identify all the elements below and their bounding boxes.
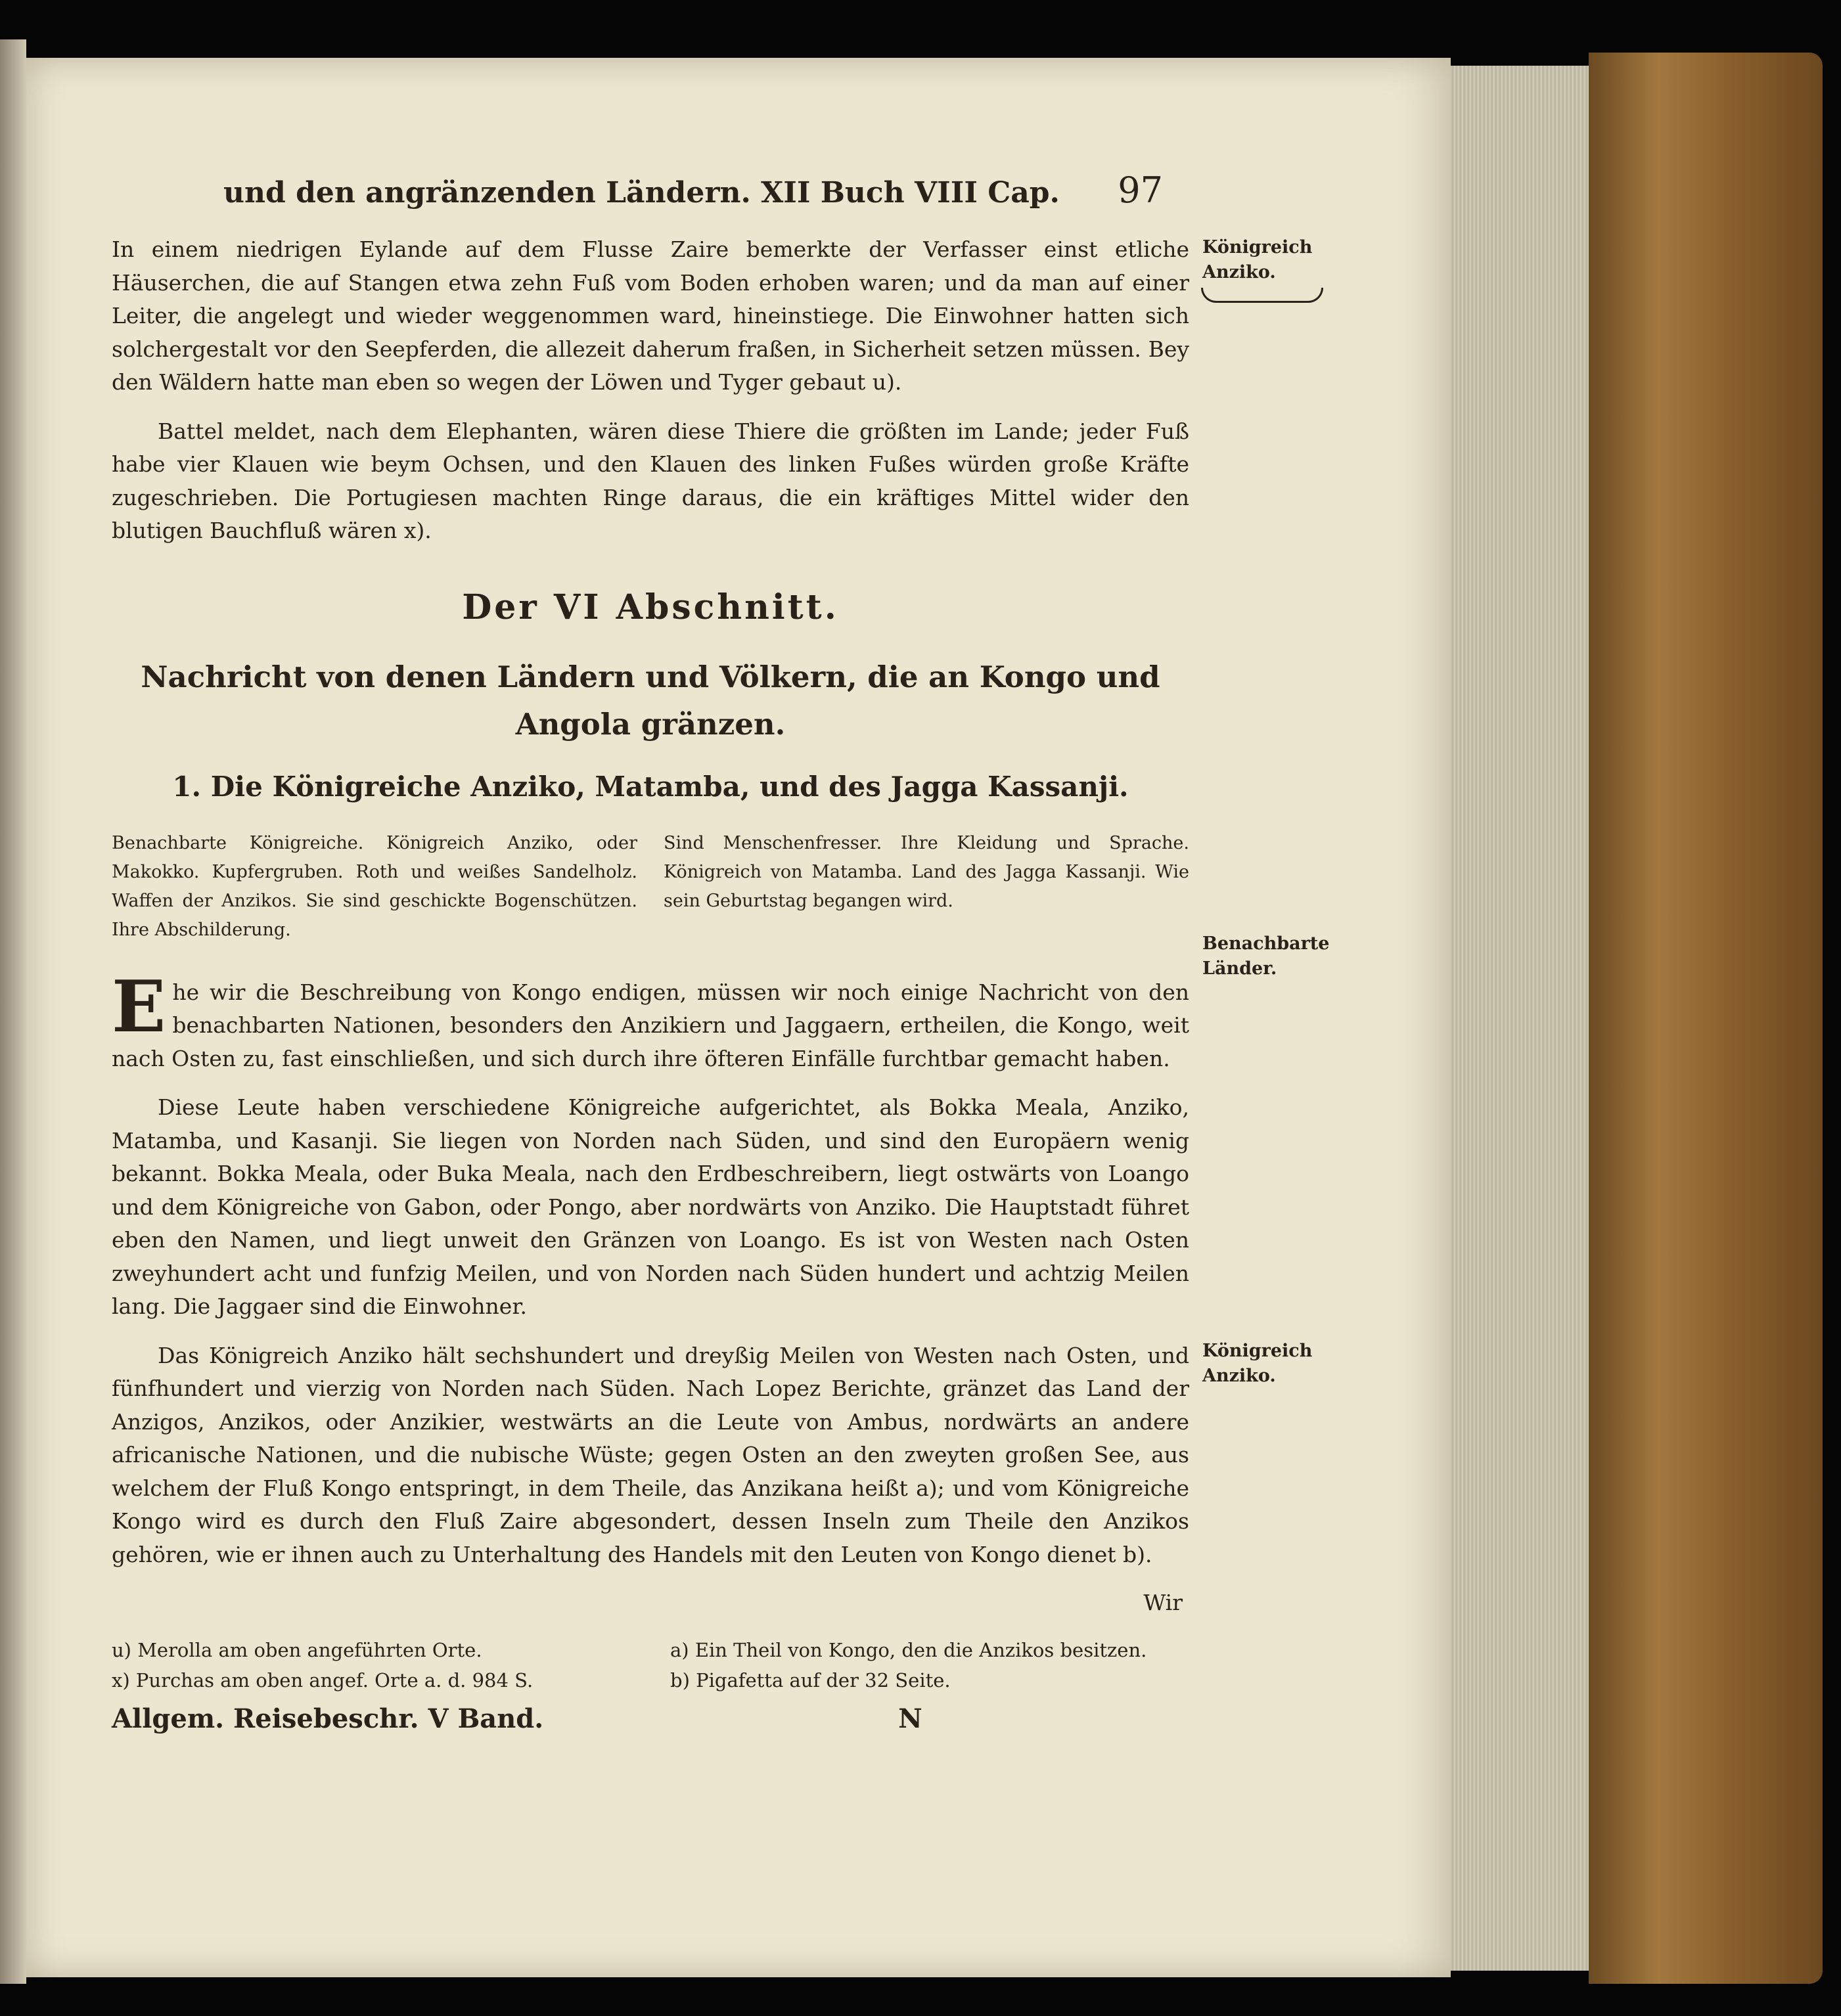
marginal-brace <box>1201 288 1323 303</box>
signature-title: Allgem. Reisebeschr. V Band. <box>112 1703 544 1734</box>
summary-right: Sind Menschenfresser. Ihre Kleidung und Sprache. Königreich von Matamba. Land des Jagga Kassanji. Wie sein Geburtstag begangen wird. <box>664 832 1189 911</box>
signature-mark: N <box>898 1703 922 1734</box>
previous-page-edge <box>0 39 26 1984</box>
book-spine <box>1589 53 1823 1984</box>
section-item: 1. Die Königreiche Anziko, Matamba, und des Jagga Kassanji. <box>172 770 1129 803</box>
paragraph-eyland: In einem niedrigen Eylande auf dem Flusse Zaire bemerkte der Verfasser einst etliche Häuserchen, die auf Stangen etwa zehn Fuß vom Boden erhoben waren; und da man auf einer Leiter, die angelegt und wieder weggenommen ward, hineinstiege. Die Einwohner hatten sich solchergestalt vor den Seepferden, die allezeit daherum fraßen, in Sicherheit setzen müssen. Bey den Wäldern hatte man eben so wegen der Löwen und Tyger gebaut u). <box>112 236 1189 395</box>
page-content <box>112 169 1189 1734</box>
footnote-b: b) Pigafetta auf der 32 Seite. <box>670 1669 951 1691</box>
footnotes <box>112 1635 1189 1695</box>
book-page <box>26 58 1451 1977</box>
paragraph-kingdoms: Diese Leute haben verschiedene Königreiche aufgerichtet, als Bokka Meala, Anziko, Matamba, und Kasanji. Sie liegen von Norden nach Süden, und sind den Europäern wenig bekannt. Bokka Meala, oder Buka Meala, nach den Erdbeschreibern, liegt ostwärts von Loango und dem Königreiche von Gabon, oder Pongo, aber nordwärts von Anziko. Die Hauptstadt führet eben den Namen, und liegt unweit den Gränzen von Loango. Es ist von Westen nach Osten zweyhundert acht und funfzig Meilen, und von Norden nach Süden hundert und achtzig Meilen lang. Die Jaggaer sind die Einwohner. <box>112 1094 1189 1319</box>
paragraph-anziko: Das Königreich Anziko hält sechshundert und dreyßig Meilen von Westen nach Osten, und fünfhundert und vierzig von Norden nach Süden. Nach Lopez Berichte, gränzet das Land der Anzigos, Anzikos, oder Anzikier, westwärts an die Leute von Ambus, nordwärts an andere africanische Nationen, und die nubische Wüste; gegen Osten an den zweyten großen See, aus welchem der Fluß Kongo entspringt, in dem Theile, das Anzikana heißt a); und vom Königreiche Kongo wird es durch den Fluß Zaire abgesondert, dessen Inseln zum Theile den Anzikos gehören, wie er ihnen auch zu Unterhaltung des Handels mit den Leuten von Kongo dienet b). <box>112 1342 1189 1567</box>
catchword: Wir <box>1143 1590 1183 1615</box>
running-head <box>112 169 1189 211</box>
section-title: Der VI Abschnitt. <box>462 587 839 627</box>
dropcap: E <box>112 965 166 1048</box>
paragraph-intro <box>112 965 1189 1076</box>
chapter-summary <box>112 829 1189 945</box>
section-subtitle: Nachricht von denen Ländern und Völkern, die an Kongo und Angola gränzen. <box>141 659 1160 742</box>
paragraph-intro-text: he wir die Beschreibung von Kongo endigen, müssen wir noch einige Nachricht von den benachbarten Nationen, besonders den Anzikiern und Jaggaern, ertheilen, die Kongo, weit nach Osten zu, fast einschließen, und sich durch ihre öfteren Einfälle furchtbar gemacht haben. <box>112 979 1189 1071</box>
running-head-title: und den angränzenden Ländern. XII Buch VIII Cap. <box>223 176 1060 210</box>
marginal-note-neighbours: Benachbarte Länder. <box>1202 933 1330 979</box>
page-number: 97 <box>1118 169 1163 211</box>
page-edges <box>1451 66 1589 1971</box>
signature-line <box>112 1703 1189 1734</box>
footnote-a: a) Ein Theil von Kongo, den die Anzikos besitzen. <box>670 1639 1147 1661</box>
footnote-x: x) Purchas am oben angef. Orte a. d. 984 S. <box>112 1669 534 1691</box>
summary-left: Benachbarte Königreiche. Königreich Anziko, oder Makokko. Kupfergruben. Roth und weißes Sandelholz. Waffen der Anzikos. Sie sind geschickte Bogenschützen. Ihre Abschilderung. <box>112 832 637 940</box>
marginal-note-anziko-2: Königreich Anziko. <box>1202 1341 1313 1386</box>
footnote-u: u) Merolla am oben angeführten Orte. <box>112 1639 482 1661</box>
marginal-note-anziko-1: Königreich Anziko. <box>1202 237 1313 282</box>
paragraph-battel: Battel meldet, nach dem Elephanten, wären diese Thiere die größten im Lande; jeder Fuß habe vier Klauen wie beym Ochsen, und den Klauen des linken Fußes würden große Kräfte zugeschrieben. Die Portugiesen machten Ringe daraus, die ein kräftiges Mittel wider den blutigen Bauchfluß wären x). <box>112 418 1189 543</box>
